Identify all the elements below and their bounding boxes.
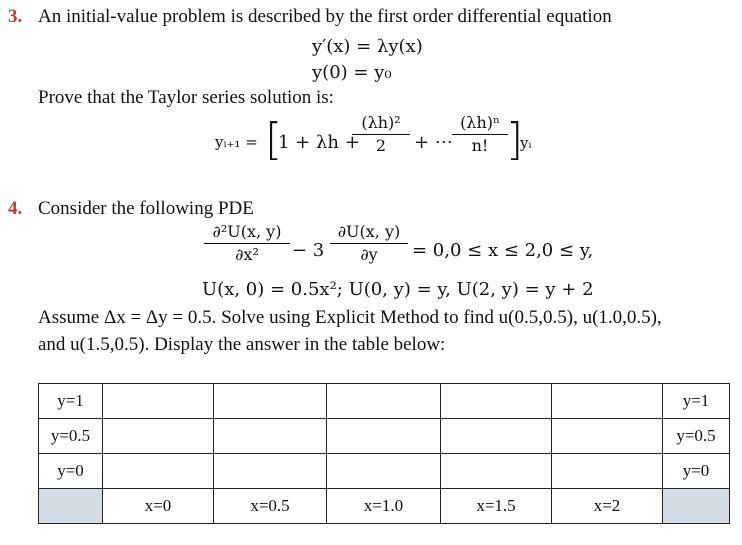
fraction-1-denominator: 2: [375, 136, 387, 155]
x-label: x=0: [103, 489, 214, 524]
answer-cell[interactable]: [103, 384, 214, 419]
table-row-y1: [39, 384, 730, 419]
answer-cell[interactable]: [552, 454, 663, 489]
question-4-assume-line-1: Assume Δx = Δy = 0.5. Solve using Explicit Method to find u(0.5,0.5), u(1.0,0.5),: [38, 307, 662, 328]
answer-cell[interactable]: [552, 419, 663, 454]
question-3-equation-1: y′(x) = λy(x): [312, 36, 423, 57]
pde-fraction-1-numerator: ∂²U(x, y): [212, 222, 282, 241]
table-row-x-labels: [39, 489, 730, 524]
row-label-right: y=0: [663, 454, 730, 489]
boundary-conditions: U(x, 0) = 0.5x²; U(0, y) = y, U(2, y) = y + 2: [202, 279, 594, 300]
answer-cell[interactable]: [327, 454, 441, 489]
answer-cell[interactable]: [552, 384, 663, 419]
taylor-lhs: yᵢ₊₁ =: [215, 133, 258, 151]
pde-fraction-2: [330, 222, 408, 265]
x-label: x=1.5: [441, 489, 552, 524]
row-label-right: y=1: [663, 384, 730, 419]
answer-cell[interactable]: [214, 419, 327, 454]
pde-fraction-1-denominator: ∂x²: [235, 245, 259, 264]
fraction-1-bar: [352, 134, 410, 135]
answer-cell[interactable]: [441, 419, 552, 454]
x-label: x=0.5: [214, 489, 327, 524]
question-3-prove-text: Prove that the Taylor series solution is:: [38, 87, 334, 108]
answer-cell[interactable]: [214, 384, 327, 419]
x-label: x=2: [552, 489, 663, 524]
taylor-term-1: 1 + λh +: [278, 132, 360, 153]
row-label-left: y=0.5: [39, 419, 103, 454]
answer-cell[interactable]: [103, 419, 214, 454]
row-label-left: y=1: [39, 384, 103, 419]
answer-cell[interactable]: [441, 454, 552, 489]
fraction-2-bar: [452, 134, 508, 135]
left-bracket: [: [265, 114, 283, 165]
question-3-equation-2: y(0) = y₀: [312, 62, 392, 83]
fraction-1-numerator: (λh)²: [361, 113, 401, 132]
pde-fraction-1: [204, 222, 290, 265]
answer-cell[interactable]: [327, 384, 441, 419]
question-3-number: 3.: [8, 6, 23, 27]
corner-cell-right: [663, 489, 730, 524]
question-4-number: 4.: [8, 198, 23, 219]
pde-rhs: = 0,0 ≤ x ≤ 2,0 ≤ y,: [412, 240, 594, 261]
question-3-intro: An initial-value problem is described by the first order differential equation: [38, 6, 612, 27]
taylor-fraction-1: [352, 113, 410, 156]
pde-minus-3: − 3: [292, 240, 325, 261]
taylor-plus-dots: + ⋯: [414, 132, 453, 153]
taylor-rhs: yᵢ: [520, 134, 532, 152]
fraction-2-numerator: (λh)ⁿ: [460, 113, 500, 132]
table-row-y05: [39, 419, 730, 454]
answer-table: [38, 383, 730, 524]
answer-cell[interactable]: [103, 454, 214, 489]
question-4-assume-line-2: and u(1.5,0.5). Display the answer in the table below:: [38, 334, 446, 355]
x-label: x=1.0: [327, 489, 441, 524]
answer-cell[interactable]: [214, 454, 327, 489]
pde-fraction-1-bar: [204, 243, 290, 244]
pde-fraction-2-numerator: ∂U(x, y): [337, 222, 401, 241]
right-bracket: ]: [506, 114, 524, 165]
corner-cell-left: [39, 489, 103, 524]
fraction-2-denominator: n!: [471, 136, 489, 155]
taylor-fraction-2: [452, 113, 508, 156]
row-label-right: y=0.5: [663, 419, 730, 454]
question-4-intro: Consider the following PDE: [38, 198, 254, 219]
row-label-left: y=0: [39, 454, 103, 489]
table-row-y0: [39, 454, 730, 489]
answer-cell[interactable]: [327, 419, 441, 454]
answer-cell[interactable]: [441, 384, 552, 419]
pde-fraction-2-bar: [330, 243, 408, 244]
pde-fraction-2-denominator: ∂y: [360, 245, 378, 264]
